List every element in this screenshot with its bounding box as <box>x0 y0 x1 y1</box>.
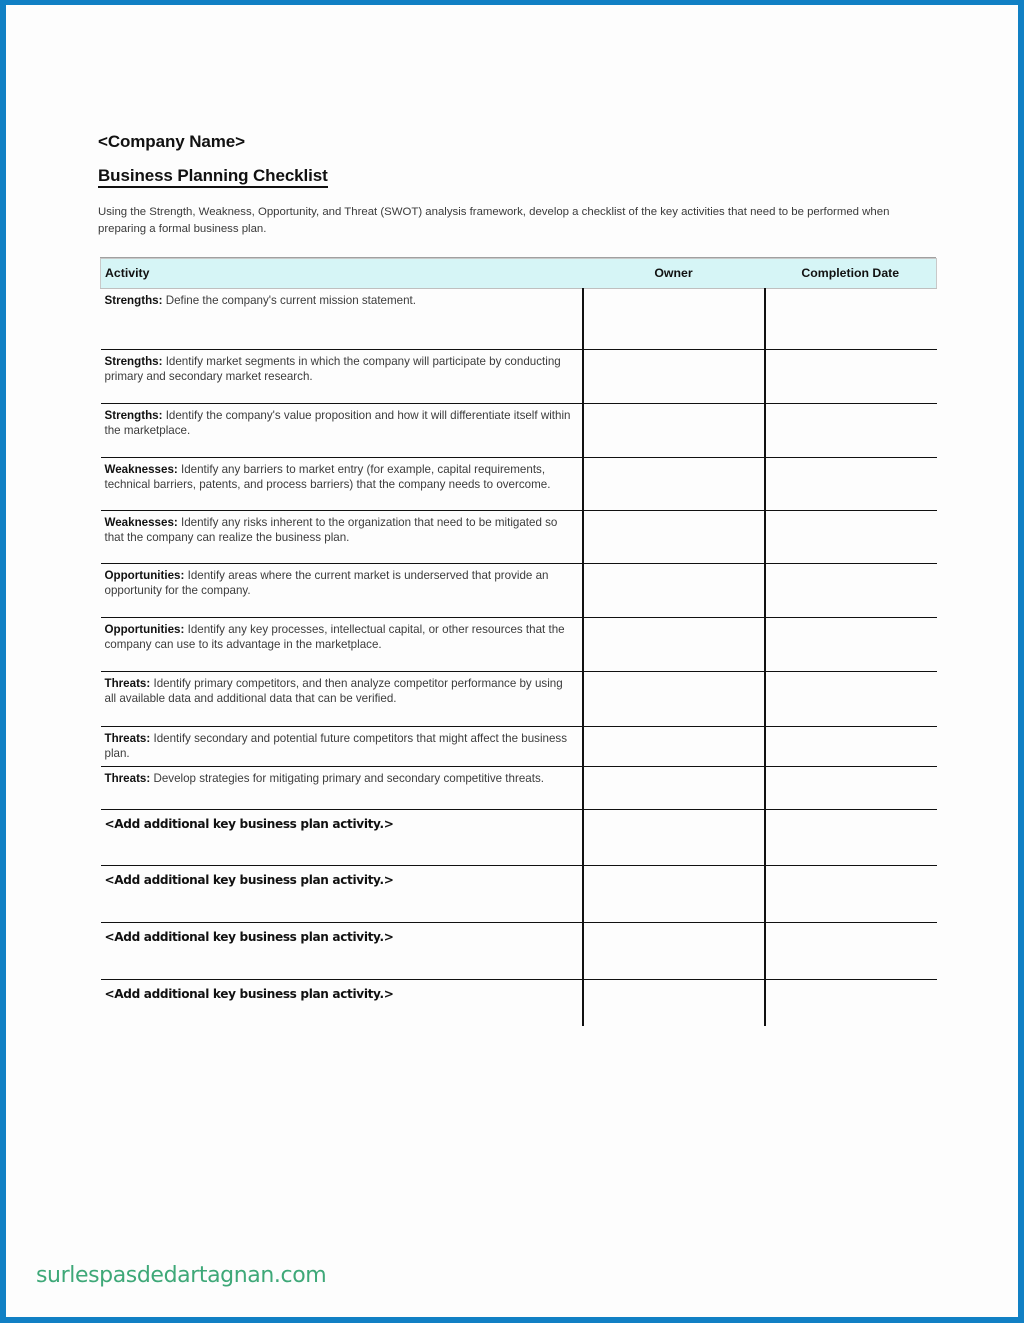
completion-date-cell[interactable] <box>765 923 937 980</box>
completion-date-cell[interactable] <box>765 403 937 457</box>
checklist-table <box>100 258 937 1026</box>
completion-date-cell[interactable] <box>765 510 937 563</box>
activity-cell: Weaknesses: Identify any risks inherent to the organization that need to be mitigated so that the company can realize the business plan. <box>101 510 583 563</box>
table-row <box>101 767 937 810</box>
table-row <box>101 617 937 671</box>
table-row <box>101 457 937 510</box>
column-header-completion-date: Completion Date <box>765 259 937 289</box>
table-header-row <box>101 259 937 289</box>
owner-cell[interactable] <box>583 510 765 563</box>
completion-date-cell[interactable] <box>765 617 937 671</box>
company-name: <Company Name> <box>98 132 245 151</box>
completion-date-cell[interactable] <box>765 980 937 1027</box>
activity-category-label: Weaknesses: <box>104 515 178 529</box>
owner-cell[interactable] <box>583 767 765 810</box>
owner-cell[interactable] <box>583 617 765 671</box>
activity-cell: Weaknesses: Identify any barriers to market entry (for example, capital requirements, technical barriers, patents, and process barriers) that the company needs to overcome. <box>101 457 583 510</box>
owner-cell[interactable] <box>583 288 765 349</box>
intro-paragraph: Using the Strength, Weakness, Opportunity, and Threat (SWOT) analysis framework, develop a checklist of the key activities that need to be performed when preparing a formal business plan. <box>98 206 890 235</box>
owner-cell[interactable] <box>583 457 765 510</box>
table-row <box>101 288 937 349</box>
column-header-activity: Activity <box>101 259 583 289</box>
activity-category-label: Weaknesses: <box>104 462 178 476</box>
activity-category-label: Strengths: <box>104 408 163 422</box>
owner-cell[interactable] <box>583 726 765 766</box>
site-watermark: surlespasdedartagnan.com <box>36 1263 327 1288</box>
column-header-owner: Owner <box>583 259 765 289</box>
activity-category-label: Threats: <box>104 772 151 786</box>
activity-category-label: Strengths: <box>104 354 163 368</box>
table-row <box>101 349 937 403</box>
activity-cell: Threats: Develop strategies for mitigating primary and secondary competitive threats. <box>101 767 583 810</box>
table-row <box>101 810 937 866</box>
completion-date-cell[interactable] <box>765 767 937 810</box>
completion-date-cell[interactable] <box>765 810 937 866</box>
activity-cell: Strengths: Define the company's current mission statement. <box>101 288 583 349</box>
activity-category-label: Strengths: <box>104 293 163 307</box>
table-body <box>101 288 937 1026</box>
activity-category-label: Threats: <box>104 676 151 690</box>
table-row <box>101 923 937 980</box>
page-title: Business Planning Checklist <box>98 166 328 189</box>
activity-category-label: Opportunities: <box>104 568 185 582</box>
activity-cell: Strengths: Identify the company's value proposition and how it will differentiate itself within the marketplace. <box>101 403 583 457</box>
owner-cell[interactable] <box>583 866 765 923</box>
table-row <box>101 671 937 726</box>
table-header <box>101 259 937 289</box>
completion-date-cell[interactable] <box>765 563 937 617</box>
table-row <box>101 866 937 923</box>
completion-date-cell[interactable] <box>765 866 937 923</box>
activity-placeholder-cell: <Add additional key business plan activity.> <box>101 923 583 980</box>
activity-cell: Opportunities: Identify areas where the current market is underserved that provide an opportunity for the company. <box>101 563 583 617</box>
completion-date-cell[interactable] <box>765 349 937 403</box>
owner-cell[interactable] <box>583 403 765 457</box>
owner-cell[interactable] <box>583 349 765 403</box>
owner-cell[interactable] <box>583 563 765 617</box>
owner-cell[interactable] <box>583 923 765 980</box>
owner-cell[interactable] <box>583 671 765 726</box>
document-page <box>6 5 1018 1317</box>
activity-cell: Threats: Identify primary competitors, and then analyze competitor performance by using all available data and additional data that can be verified. <box>101 671 583 726</box>
completion-date-cell[interactable] <box>765 671 937 726</box>
activity-cell: Threats: Identify secondary and potential future competitors that might affect the business plan. <box>101 726 583 766</box>
document-body <box>98 133 938 1026</box>
activity-placeholder-cell: <Add additional key business plan activity.> <box>101 866 583 923</box>
activity-cell: Strengths: Identify market segments in which the company will participate by conducting primary and secondary market research. <box>101 349 583 403</box>
table-row <box>101 403 937 457</box>
activity-placeholder-cell: <Add additional key business plan activity.> <box>104 987 394 1002</box>
table-row <box>101 726 937 766</box>
activity-category-label: Threats: <box>104 731 151 745</box>
owner-cell[interactable] <box>583 810 765 866</box>
activity-cell: Opportunities: Identify any key processes, intellectual capital, or other resources that the company can use to its advantage in the marketplace. <box>101 617 583 671</box>
table-row <box>101 980 937 1027</box>
activity-category-label: Opportunities: <box>104 622 185 636</box>
table-row <box>101 510 937 563</box>
completion-date-cell[interactable] <box>765 726 937 766</box>
completion-date-cell[interactable] <box>765 457 937 510</box>
completion-date-cell[interactable] <box>765 288 937 349</box>
table-row <box>101 563 937 617</box>
activity-placeholder-cell: <Add additional key business plan activity.> <box>101 810 583 866</box>
owner-cell[interactable] <box>583 980 765 1027</box>
